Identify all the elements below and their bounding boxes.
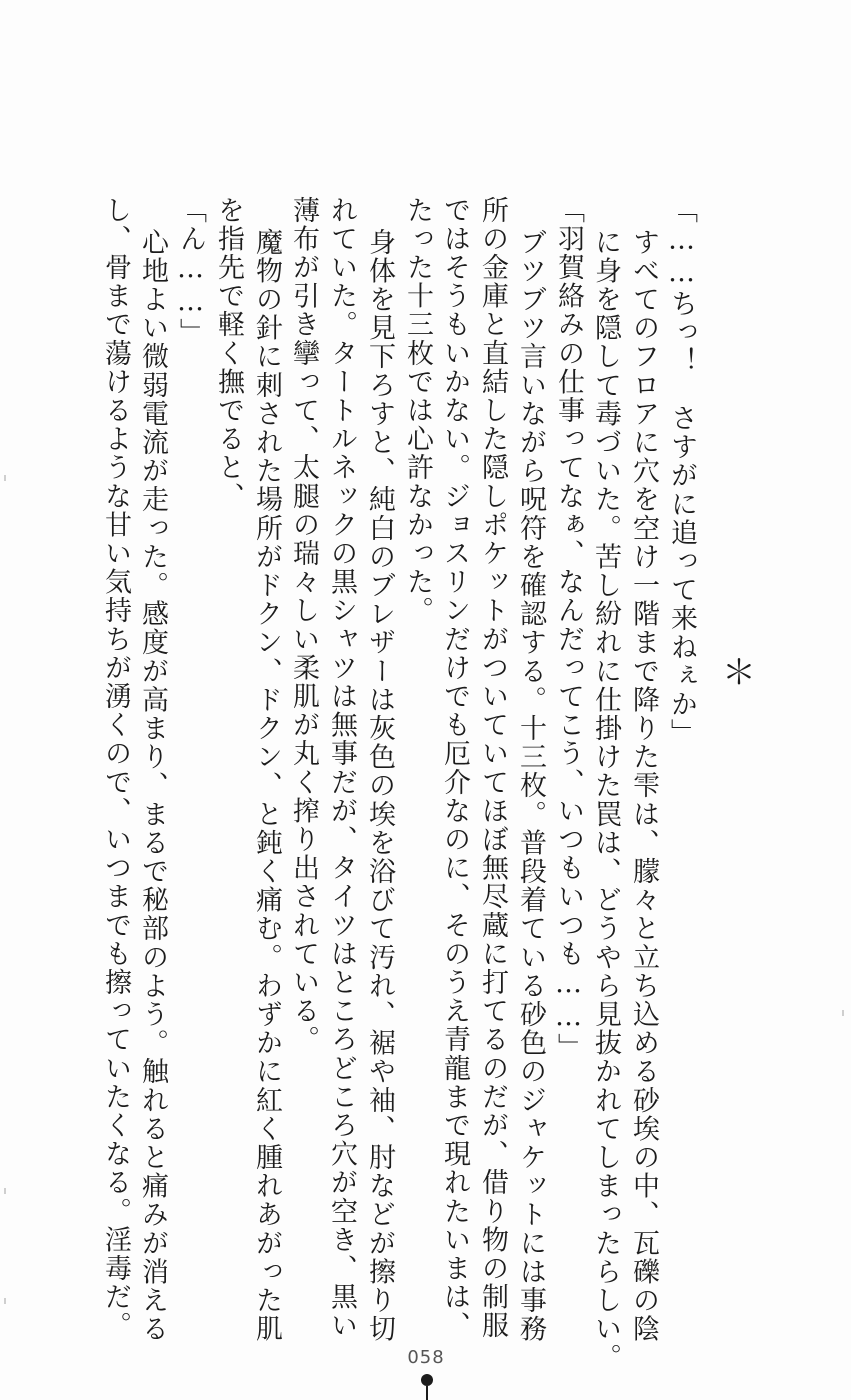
- section-break-asterisk: ＊: [722, 653, 756, 693]
- scan-speck: [842, 1010, 844, 1016]
- text-line: し、骨まで蕩けるような甘い気持ちが湧くので、いつまでも擦っていたくなる。淫毒だ。: [100, 196, 131, 1340]
- text-line: 心地よい微弱電流が走った。感度が高まり、まるで秘部のよう。触れると痛みが消える: [137, 228, 168, 1344]
- text-line: たった十三枚では心許なかった。: [402, 196, 433, 625]
- text-line: 所の金庫と直結した隠しポケットがついていてほぼ無尽蔵に打てるのだが、借り物の制服: [477, 196, 508, 1340]
- text-line: 身体を見下ろすと、純白のブレザーは灰色の埃を浴びて汚れ、裾や袖、肘などが擦り切: [364, 228, 395, 1344]
- text-line: れていた。タートルネックの黒シャツは無事だが、タイツはところどころ穴が空き、黒い: [326, 196, 357, 1340]
- text-line: 「ん……」: [175, 196, 206, 347]
- text-line: に身を隠して毒づいた。苦し紛れに仕掛けた罠は、どうやら見抜かれてしまったらしい。: [590, 228, 621, 1372]
- text-line: ブツブツ言いながら呪符を確認する。十三枚。普段着ている砂色のジャケットには事務: [515, 228, 546, 1344]
- text-line: すべてのフロアに穴を空け一階まで降りた雫は、朦々と立ち込める砂埃の中、瓦礫の陰: [628, 228, 659, 1344]
- text-line: 「羽賀絡みの仕事ってなぁ、なんだってこう、いつもいつも……」: [553, 196, 584, 1062]
- page-marker-dot: [421, 1374, 433, 1386]
- text-line: ではそうもいかない。ジョスリンだけでも厄介なのに、そのうえ青龍まで現れたいまは、: [439, 196, 470, 1340]
- text-line: を指先で軽く撫でると、: [213, 196, 244, 511]
- scan-speck: [4, 1188, 6, 1194]
- page-number: 058: [407, 1347, 445, 1368]
- text-line: 「……ちっ！ さすがに追って来ねぇか」: [666, 196, 697, 748]
- scan-speck: [4, 475, 6, 481]
- scan-speck: [4, 1298, 6, 1304]
- text-line: 薄布が引き攣って、太腿の瑞々しい柔肌が丸く搾り出されている。: [288, 196, 319, 1054]
- page-marker-stem: [426, 1386, 428, 1400]
- text-line: 魔物の針に刺された場所がドクン、ドクン、と鈍く痛む。わずかに紅く腫れあがった肌: [251, 228, 282, 1344]
